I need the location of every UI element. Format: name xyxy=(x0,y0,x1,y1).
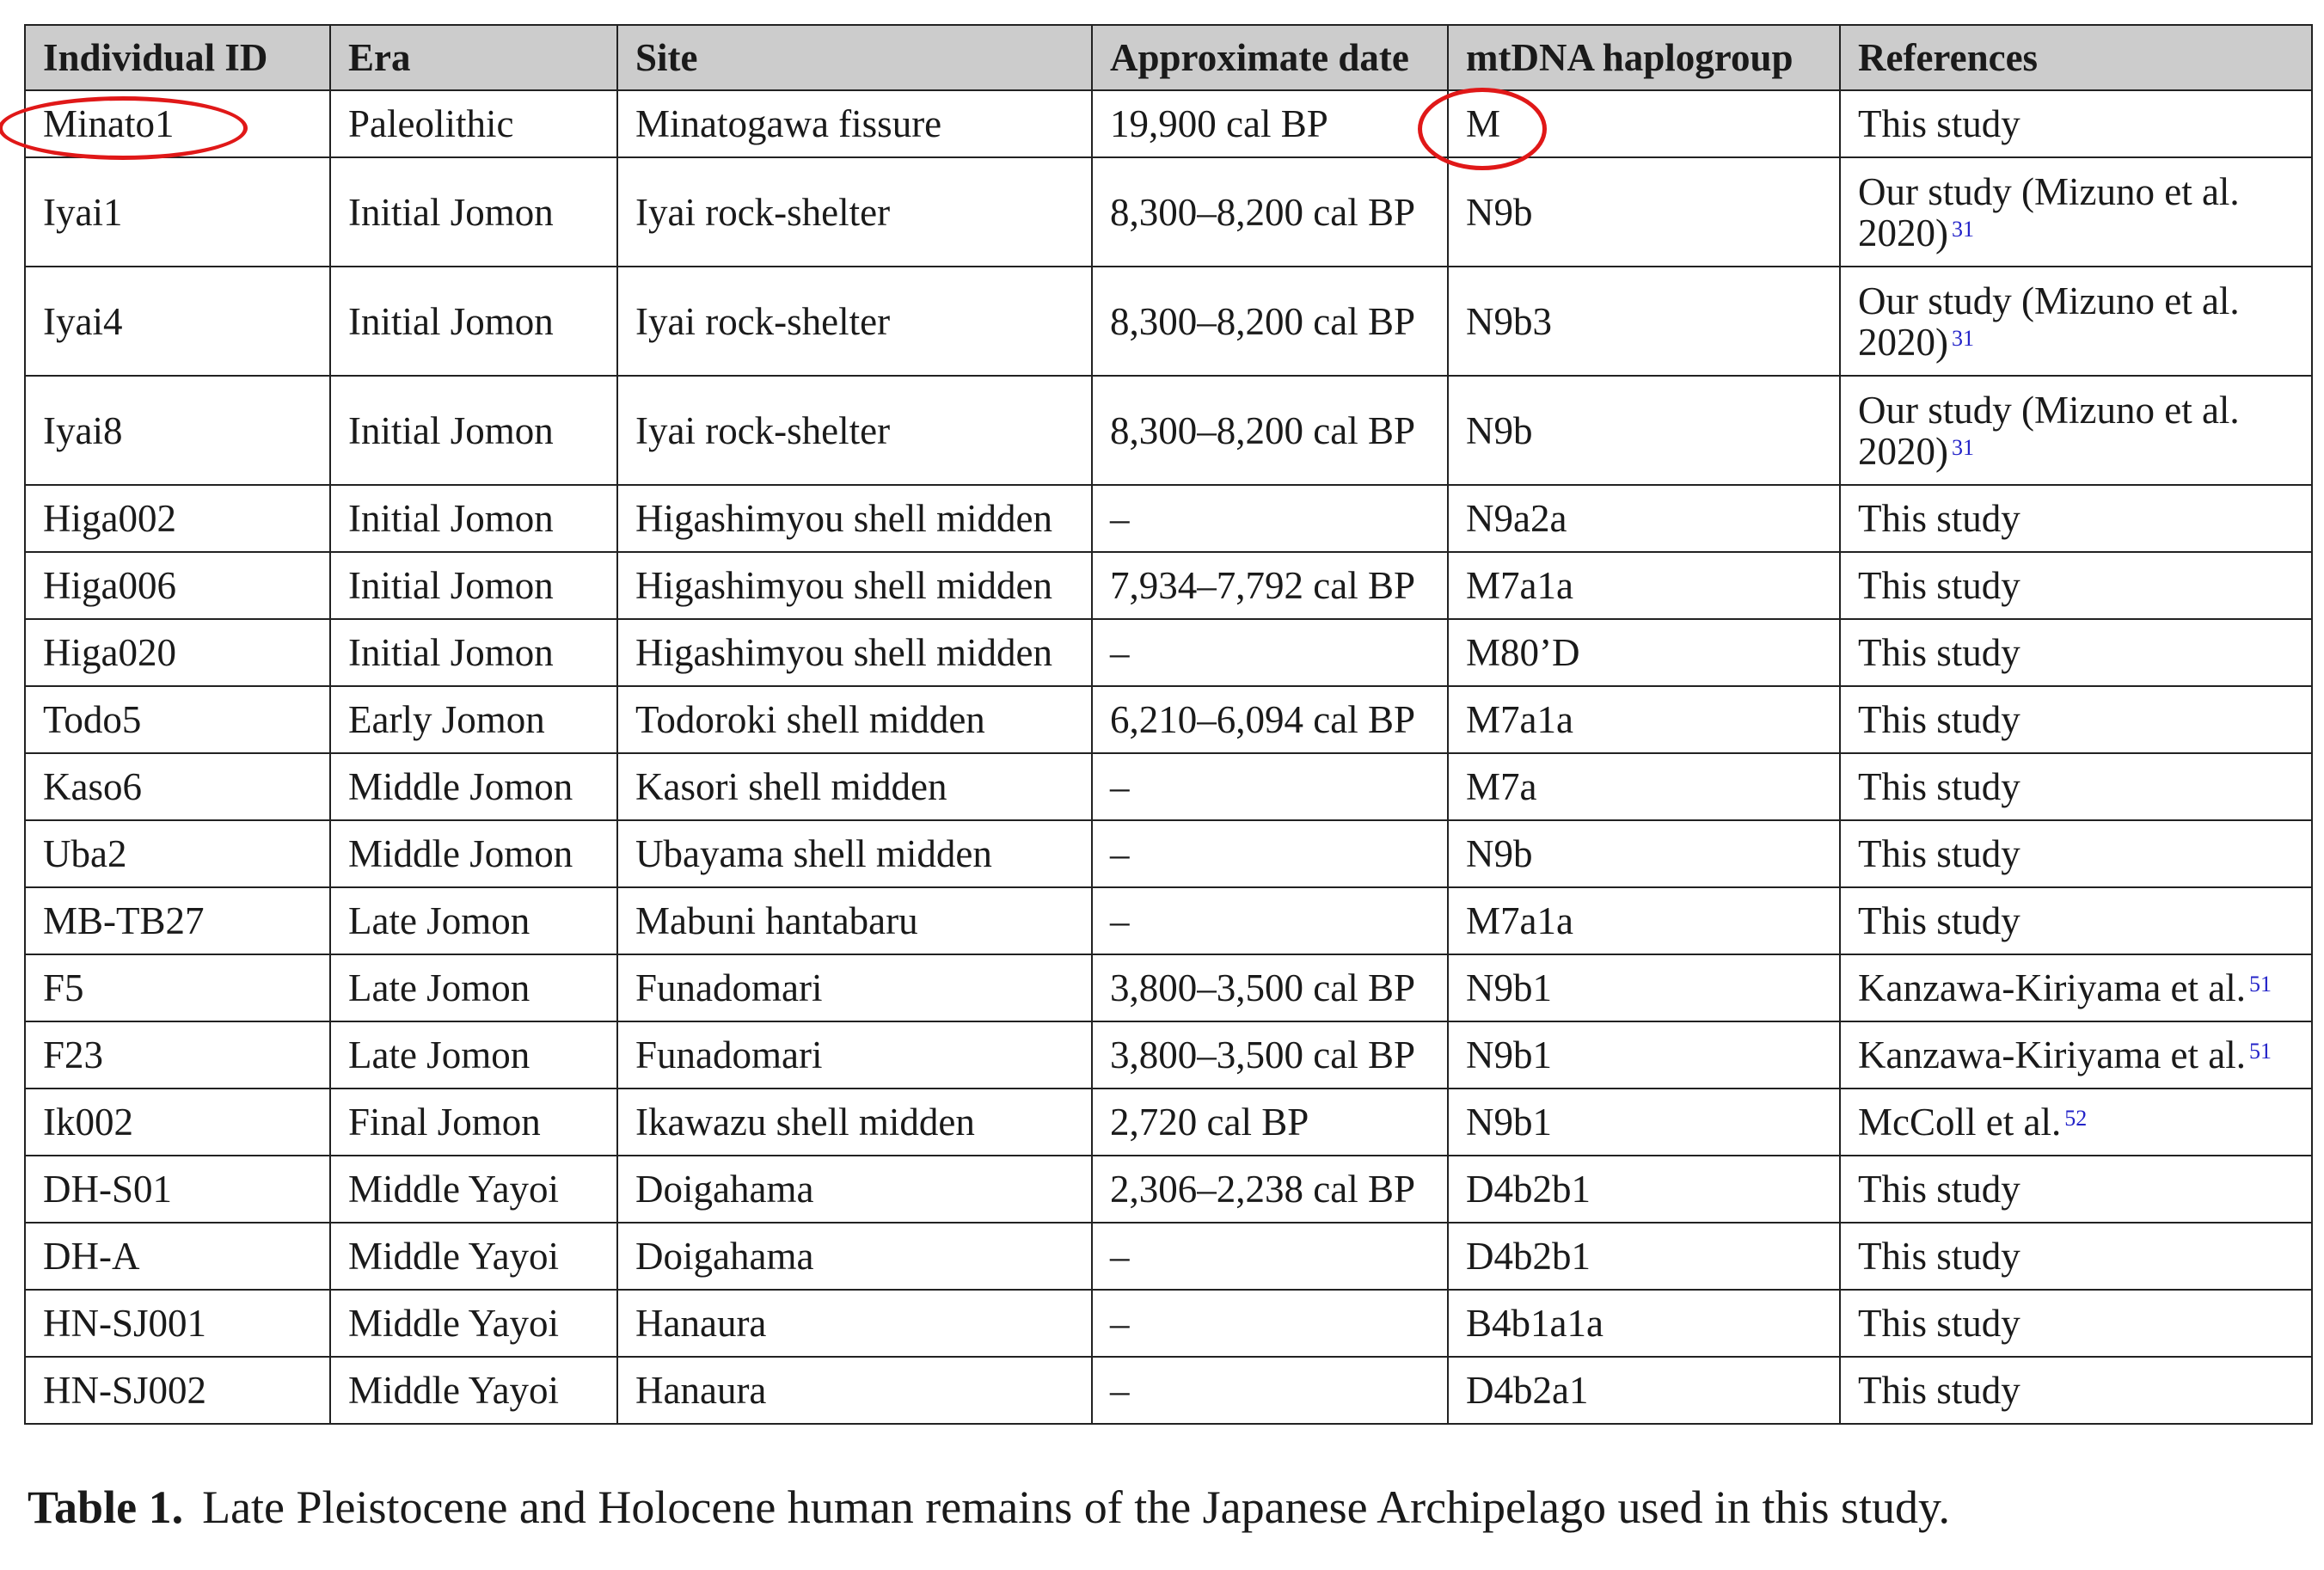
table-row xyxy=(25,1021,2312,1089)
cell-haplogroup: M7a1a xyxy=(1448,552,1840,619)
reference-text: This study xyxy=(1858,1168,2020,1211)
header-references: References xyxy=(1840,25,2312,90)
cell-site: Funadomari xyxy=(617,954,1092,1021)
cell-individual-id: HN-SJ001 xyxy=(25,1290,330,1357)
cell-individual-id: Ik002 xyxy=(25,1089,330,1156)
cell-haplogroup xyxy=(1448,90,1840,157)
table-row xyxy=(25,820,2312,887)
cell-individual-id: F5 xyxy=(25,954,330,1021)
cell-date: – xyxy=(1092,753,1448,820)
cell-era: Initial Jomon xyxy=(330,157,617,267)
haplogroup-table xyxy=(24,24,2313,1425)
cell-era: Initial Jomon xyxy=(330,267,617,376)
cell-haplogroup: M80’D xyxy=(1448,619,1840,686)
cell-site: Hanaura xyxy=(617,1290,1092,1357)
cell-site: Doigahama xyxy=(617,1156,1092,1223)
reference-text: This study xyxy=(1858,698,2020,741)
header-mtdna-haplogroup: mtDNA haplogroup xyxy=(1448,25,1840,90)
cell-date: 8,300–8,200 cal BP xyxy=(1092,267,1448,376)
cell-era: Paleolithic xyxy=(330,90,617,157)
table-row xyxy=(25,376,2312,485)
cell-haplogroup: M7a1a xyxy=(1448,887,1840,954)
cell-site: Higashimyou shell midden xyxy=(617,619,1092,686)
reference-text: Our study (Mizuno et al. 2020) xyxy=(1858,169,2240,255)
cell-date: 2,306–2,238 cal BP xyxy=(1092,1156,1448,1223)
cell-site: Ikawazu shell midden xyxy=(617,1089,1092,1156)
cell-haplogroup: N9b1 xyxy=(1448,954,1840,1021)
table-container xyxy=(24,24,2311,1425)
cell-site: Todoroki shell midden xyxy=(617,686,1092,753)
cell-reference xyxy=(1840,485,2312,552)
table-row xyxy=(25,753,2312,820)
cell-reference xyxy=(1840,1357,2312,1424)
table-row xyxy=(25,954,2312,1021)
table-row xyxy=(25,552,2312,619)
cell-era: Late Jomon xyxy=(330,887,617,954)
citation-link[interactable]: 31 xyxy=(1952,325,1974,351)
cell-era: Late Jomon xyxy=(330,1021,617,1089)
cell-date: 6,210–6,094 cal BP xyxy=(1092,686,1448,753)
caption-text: Late Pleistocene and Holocene human remains of the Japanese Archipelago used in this study. xyxy=(202,1481,1950,1533)
header-site: Site xyxy=(617,25,1092,90)
cell-text: M xyxy=(1466,102,1501,145)
table-header-row xyxy=(25,25,2312,90)
cell-site: Mabuni hantabaru xyxy=(617,887,1092,954)
cell-haplogroup: M7a1a xyxy=(1448,686,1840,753)
cell-text: Minato1 xyxy=(43,102,175,145)
citation-link[interactable]: 31 xyxy=(1952,434,1974,460)
cell-date: 8,300–8,200 cal BP xyxy=(1092,157,1448,267)
cell-haplogroup: M7a xyxy=(1448,753,1840,820)
cell-site: Minatogawa fissure xyxy=(617,90,1092,157)
cell-era: Early Jomon xyxy=(330,686,617,753)
cell-individual-id: DH-A xyxy=(25,1223,330,1290)
citation-link[interactable]: 51 xyxy=(2249,1039,2272,1064)
reference-text: This study xyxy=(1858,765,2020,808)
table-row xyxy=(25,90,2312,157)
cell-date: – xyxy=(1092,1357,1448,1424)
cell-site: Kasori shell midden xyxy=(617,753,1092,820)
cell-haplogroup: N9b3 xyxy=(1448,267,1840,376)
cell-date: – xyxy=(1092,485,1448,552)
cell-era: Initial Jomon xyxy=(330,619,617,686)
cell-site: Iyai rock-shelter xyxy=(617,376,1092,485)
cell-reference xyxy=(1840,1021,2312,1089)
reference-text: This study xyxy=(1858,899,2020,942)
table-row xyxy=(25,267,2312,376)
table-row xyxy=(25,887,2312,954)
cell-individual-id: Kaso6 xyxy=(25,753,330,820)
cell-haplogroup: N9a2a xyxy=(1448,485,1840,552)
cell-date: – xyxy=(1092,1290,1448,1357)
cell-site: Higashimyou shell midden xyxy=(617,485,1092,552)
cell-date: 2,720 cal BP xyxy=(1092,1089,1448,1156)
cell-reference xyxy=(1840,954,2312,1021)
cell-individual-id: Todo5 xyxy=(25,686,330,753)
reference-text: Kanzawa-Kiriyama et al. xyxy=(1858,966,2247,1009)
cell-date: 3,800–3,500 cal BP xyxy=(1092,954,1448,1021)
cell-site: Ubayama shell midden xyxy=(617,820,1092,887)
cell-site: Higashimyou shell midden xyxy=(617,552,1092,619)
cell-reference xyxy=(1840,90,2312,157)
cell-era: Initial Jomon xyxy=(330,376,617,485)
cell-reference xyxy=(1840,1156,2312,1223)
table-caption xyxy=(28,1481,1950,1534)
cell-site: Hanaura xyxy=(617,1357,1092,1424)
cell-individual-id: HN-SJ002 xyxy=(25,1357,330,1424)
cell-era: Middle Jomon xyxy=(330,820,617,887)
cell-reference xyxy=(1840,267,2312,376)
table-row xyxy=(25,1290,2312,1357)
cell-haplogroup: N9b xyxy=(1448,820,1840,887)
cell-reference xyxy=(1840,887,2312,954)
cell-individual-id: Uba2 xyxy=(25,820,330,887)
cell-era: Initial Jomon xyxy=(330,485,617,552)
cell-haplogroup: D4b2b1 xyxy=(1448,1156,1840,1223)
cell-haplogroup: N9b1 xyxy=(1448,1021,1840,1089)
cell-haplogroup: N9b1 xyxy=(1448,1089,1840,1156)
table-row xyxy=(25,686,2312,753)
reference-text: Our study (Mizuno et al. 2020) xyxy=(1858,388,2240,473)
table-row xyxy=(25,1357,2312,1424)
cell-haplogroup: N9b xyxy=(1448,376,1840,485)
cell-individual-id: Higa006 xyxy=(25,552,330,619)
cell-era: Middle Yayoi xyxy=(330,1223,617,1290)
reference-text: This study xyxy=(1858,564,2020,607)
reference-text: This study xyxy=(1858,631,2020,674)
table-row xyxy=(25,157,2312,267)
table-row xyxy=(25,1156,2312,1223)
table-row xyxy=(25,1089,2312,1156)
cell-site: Iyai rock-shelter xyxy=(617,157,1092,267)
cell-individual-id: DH-S01 xyxy=(25,1156,330,1223)
cell-reference xyxy=(1840,157,2312,267)
cell-haplogroup: D4b2b1 xyxy=(1448,1223,1840,1290)
cell-reference xyxy=(1840,686,2312,753)
cell-reference xyxy=(1840,820,2312,887)
caption-label: Table 1. xyxy=(28,1481,184,1533)
reference-text: This study xyxy=(1858,1369,2020,1412)
cell-site: Funadomari xyxy=(617,1021,1092,1089)
cell-reference xyxy=(1840,376,2312,485)
cell-date: – xyxy=(1092,1223,1448,1290)
citation-link[interactable]: 51 xyxy=(2249,972,2272,997)
table-row xyxy=(25,1223,2312,1290)
cell-era: Middle Yayoi xyxy=(330,1357,617,1424)
cell-era: Middle Jomon xyxy=(330,753,617,820)
cell-individual-id: Iyai4 xyxy=(25,267,330,376)
reference-text: McColl et al. xyxy=(1858,1101,2062,1144)
reference-text: This study xyxy=(1858,497,2020,540)
cell-date: 3,800–3,500 cal BP xyxy=(1092,1021,1448,1089)
reference-text: This study xyxy=(1858,832,2020,875)
cell-era: Initial Jomon xyxy=(330,552,617,619)
cell-reference xyxy=(1840,1290,2312,1357)
cell-date: – xyxy=(1092,820,1448,887)
cell-haplogroup: B4b1a1a xyxy=(1448,1290,1840,1357)
cell-era: Middle Yayoi xyxy=(330,1290,617,1357)
cell-reference xyxy=(1840,1223,2312,1290)
reference-text: Kanzawa-Kiriyama et al. xyxy=(1858,1033,2247,1076)
cell-individual-id xyxy=(25,90,330,157)
cell-era: Middle Yayoi xyxy=(330,1156,617,1223)
cell-date: 7,934–7,792 cal BP xyxy=(1092,552,1448,619)
cell-individual-id: F23 xyxy=(25,1021,330,1089)
cell-haplogroup: D4b2a1 xyxy=(1448,1357,1840,1424)
cell-haplogroup: N9b xyxy=(1448,157,1840,267)
cell-individual-id: Iyai1 xyxy=(25,157,330,267)
reference-text: This study xyxy=(1858,1302,2020,1345)
cell-reference xyxy=(1840,1089,2312,1156)
cell-reference xyxy=(1840,753,2312,820)
cell-date: – xyxy=(1092,887,1448,954)
cell-era: Final Jomon xyxy=(330,1089,617,1156)
header-individual-id: Individual ID xyxy=(25,25,330,90)
citation-link[interactable]: 52 xyxy=(2064,1106,2088,1131)
cell-era: Late Jomon xyxy=(330,954,617,1021)
reference-text: This study xyxy=(1858,102,2020,145)
table-row xyxy=(25,619,2312,686)
reference-text: Our study (Mizuno et al. 2020) xyxy=(1858,279,2240,364)
cell-date: 19,900 cal BP xyxy=(1092,90,1448,157)
header-era: Era xyxy=(330,25,617,90)
cell-reference xyxy=(1840,552,2312,619)
cell-reference xyxy=(1840,619,2312,686)
cell-individual-id: MB-TB27 xyxy=(25,887,330,954)
table-body xyxy=(25,90,2312,1424)
cell-date: – xyxy=(1092,619,1448,686)
cell-individual-id: Higa020 xyxy=(25,619,330,686)
cell-individual-id: Higa002 xyxy=(25,485,330,552)
reference-text: This study xyxy=(1858,1235,2020,1278)
header-approximate-date: Approximate date xyxy=(1092,25,1448,90)
cell-individual-id: Iyai8 xyxy=(25,376,330,485)
citation-link[interactable]: 31 xyxy=(1952,216,1974,242)
cell-date: 8,300–8,200 cal BP xyxy=(1092,376,1448,485)
cell-site: Doigahama xyxy=(617,1223,1092,1290)
table-row xyxy=(25,485,2312,552)
cell-site: Iyai rock-shelter xyxy=(617,267,1092,376)
